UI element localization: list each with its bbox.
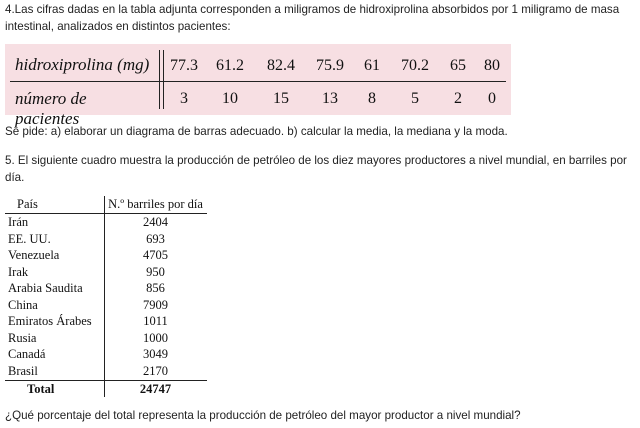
table-row — [5, 314, 207, 330]
country-name: Rusia — [8, 330, 37, 345]
header-divider — [5, 213, 207, 214]
table-row — [5, 248, 207, 264]
value-pacientes-8: 0 — [488, 90, 496, 107]
total-value: 24747 — [139, 382, 172, 396]
value-hidroxiprolina-3: 82.4 — [267, 57, 295, 74]
table-row — [5, 298, 207, 314]
barrels-value: 3049 — [143, 347, 168, 361]
value-hidroxiprolina-5: 61 — [364, 57, 380, 74]
barrels-value: 1011 — [143, 314, 168, 328]
barrels-value: 856 — [146, 281, 165, 295]
value-pacientes-3: 15 — [273, 90, 289, 107]
table-divider — [163, 50, 164, 109]
table-total-row — [5, 382, 207, 398]
problem-5-intro: 5. El siguiente cuadro muestra la producción de petróleo de los diez mayores productores a nivel mundial, en barriles por día. — [5, 154, 627, 184]
table-divider — [159, 50, 160, 109]
country-name: China — [8, 297, 38, 312]
value-hidroxiprolina-6: 70.2 — [401, 57, 429, 74]
value-pacientes-2: 10 — [222, 90, 238, 107]
value-hidroxiprolina-2: 61.2 — [216, 57, 244, 74]
barrels-value: 693 — [146, 231, 165, 246]
value-hidroxiprolina-1: 77.3 — [170, 57, 198, 74]
total-label: Total — [27, 382, 55, 396]
problem-5-question: ¿Qué porcentaje del total representa la producción de petróleo del mayor productor a nivel mundial? — [5, 409, 521, 422]
value-hidroxiprolina-4: 75.9 — [316, 57, 344, 74]
problem-4-question: Se pide: a) elaborar un diagrama de barras adecuado. b) calcular la media, la mediana y la moda. — [5, 125, 508, 138]
country-name: Venezuela — [8, 248, 60, 262]
table-row — [5, 364, 207, 380]
table-row — [5, 331, 207, 347]
row-label-hidroxiprolina: hidroxiprolina (mg) — [15, 55, 150, 74]
value-pacientes-7: 2 — [454, 90, 462, 107]
hidroxiprolina-table — [5, 44, 511, 128]
table-row — [5, 347, 207, 363]
barrels-value: 1000 — [143, 330, 168, 345]
header-barrels: N.º barriles por día — [108, 197, 203, 211]
value-pacientes-1: 3 — [180, 90, 188, 107]
country-name: Emiratos Árabes — [8, 314, 92, 328]
barrels-value: 7909 — [143, 297, 168, 312]
value-pacientes-5: 8 — [368, 90, 376, 107]
total-divider — [5, 380, 207, 381]
country-name: Canadá — [8, 347, 46, 361]
table-row — [5, 265, 207, 281]
value-pacientes-4: 13 — [322, 90, 338, 107]
country-name: Brasil — [8, 363, 38, 378]
value-hidroxiprolina-7: 65 — [450, 57, 466, 74]
country-name: EE. UU. — [8, 231, 51, 246]
table-row — [5, 232, 207, 248]
value-pacientes-6: 5 — [411, 90, 419, 107]
country-name: Arabia Saudita — [8, 281, 83, 295]
table-row-divider — [10, 81, 506, 82]
barrels-value: 4705 — [143, 248, 168, 262]
problem-4-intro: 4.Las cifras dadas en la tabla adjunta corresponden a miligramos de hidroxiprolina absorbidos por 1 miligramo de masa intestinal, analizados en distintos pacientes: — [5, 3, 620, 33]
table-header-row — [5, 197, 207, 213]
country-name: Irak — [8, 264, 29, 279]
header-country: País — [17, 197, 38, 211]
value-hidroxiprolina-8: 80 — [484, 57, 500, 74]
row-label-pacientes: número de pacientes — [15, 89, 87, 128]
table-row — [5, 281, 207, 297]
barrels-value: 2404 — [143, 215, 168, 229]
table-row — [5, 215, 207, 231]
barrels-value: 950 — [146, 264, 165, 279]
barrels-value: 2170 — [143, 363, 168, 378]
country-name: Irán — [8, 215, 29, 229]
